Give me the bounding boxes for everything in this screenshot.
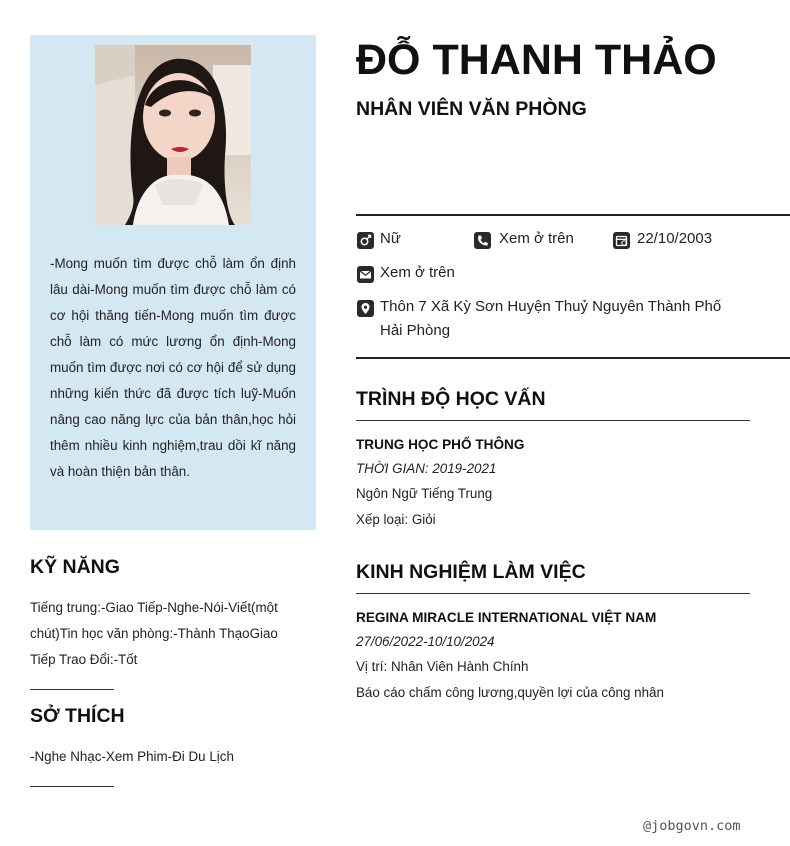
avatar-illustration [95, 45, 251, 225]
education-heading: TRÌNH ĐỘ HỌC VẤN [356, 388, 546, 410]
experience-heading: KINH NGHIỆM LÀM VIỆC [356, 561, 586, 583]
email-value: Xem ở trên [380, 264, 455, 281]
gender-value: Nữ [380, 230, 401, 247]
contact-bottom-divider [356, 357, 790, 359]
experience-description: Báo cáo chấm công lương,quyền lợi của công nhân [356, 685, 664, 700]
job-title: NHÂN VIÊN VĂN PHÒNG [356, 98, 587, 120]
calendar-icon [613, 232, 630, 249]
experience-position: Vị trí: Nhân Viên Hành Chính [356, 659, 529, 674]
education-rank: Xếp loại: Giỏi [356, 512, 436, 527]
contact-top-divider [356, 214, 790, 216]
hobbies-heading: SỞ THÍCH [30, 705, 125, 727]
footer-watermark[interactable]: @jobgovn.com [643, 818, 741, 834]
profile-panel [30, 35, 316, 530]
gender-icon [357, 232, 374, 249]
skills-heading: KỸ NĂNG [30, 556, 120, 578]
skills-text: Tiếng trung:-Giao Tiếp-Nghe-Nói-Viết(một chút)Tin học văn phòng:-Thành ThạoGiao Tiếp Trao Đổi:-Tốt [30, 600, 278, 667]
experience-divider [356, 593, 750, 594]
phone-icon [474, 232, 491, 249]
skills-divider [30, 689, 114, 690]
education-divider [356, 420, 750, 421]
candidate-name: ĐỖ THANH THẢO [356, 36, 717, 84]
mail-icon [357, 266, 374, 283]
avatar-photo [95, 45, 251, 225]
education-major: Ngôn Ngữ Tiếng Trung [356, 486, 493, 501]
experience-company: REGINA MIRACLE INTERNATIONAL VIỆT NAM [356, 610, 657, 625]
experience-period: 27/06/2022-10/10/2024 [356, 634, 495, 649]
career-objective: -Mong muốn tìm được chỗ làm ổn định lâu dài-Mong muốn tìm được chỗ làm có cơ hội thăng tiến-Mong muốn tìm được chỗ làm có mức lương ổn định-Mong muốn tìm được nơi có cơ hội để sử dụng những kiến thức đã được tích luỹ-Muốn nâng cao năng lực của bản thân,học hỏi thêm nhiều kinh nghiệm,trau dồi kĩ năng và hoàn thiện bản thân. [50, 256, 296, 479]
phone-value: Xem ở trên [499, 230, 574, 247]
education-time: THỜI GIAN: 2019-2021 [356, 461, 497, 476]
hobbies-divider [30, 786, 114, 787]
education-school: TRUNG HỌC PHỔ THÔNG [356, 437, 525, 452]
address-value: Thôn 7 Xã Kỳ Sơn Huyện Thuỷ Nguyên Thành Phố Hải Phòng [380, 298, 722, 339]
hobbies-text: -Nghe Nhạc-Xem Phim-Đi Du Lịch [30, 749, 234, 764]
birthday-value: 22/10/2003 [637, 230, 713, 247]
location-icon [357, 300, 374, 317]
